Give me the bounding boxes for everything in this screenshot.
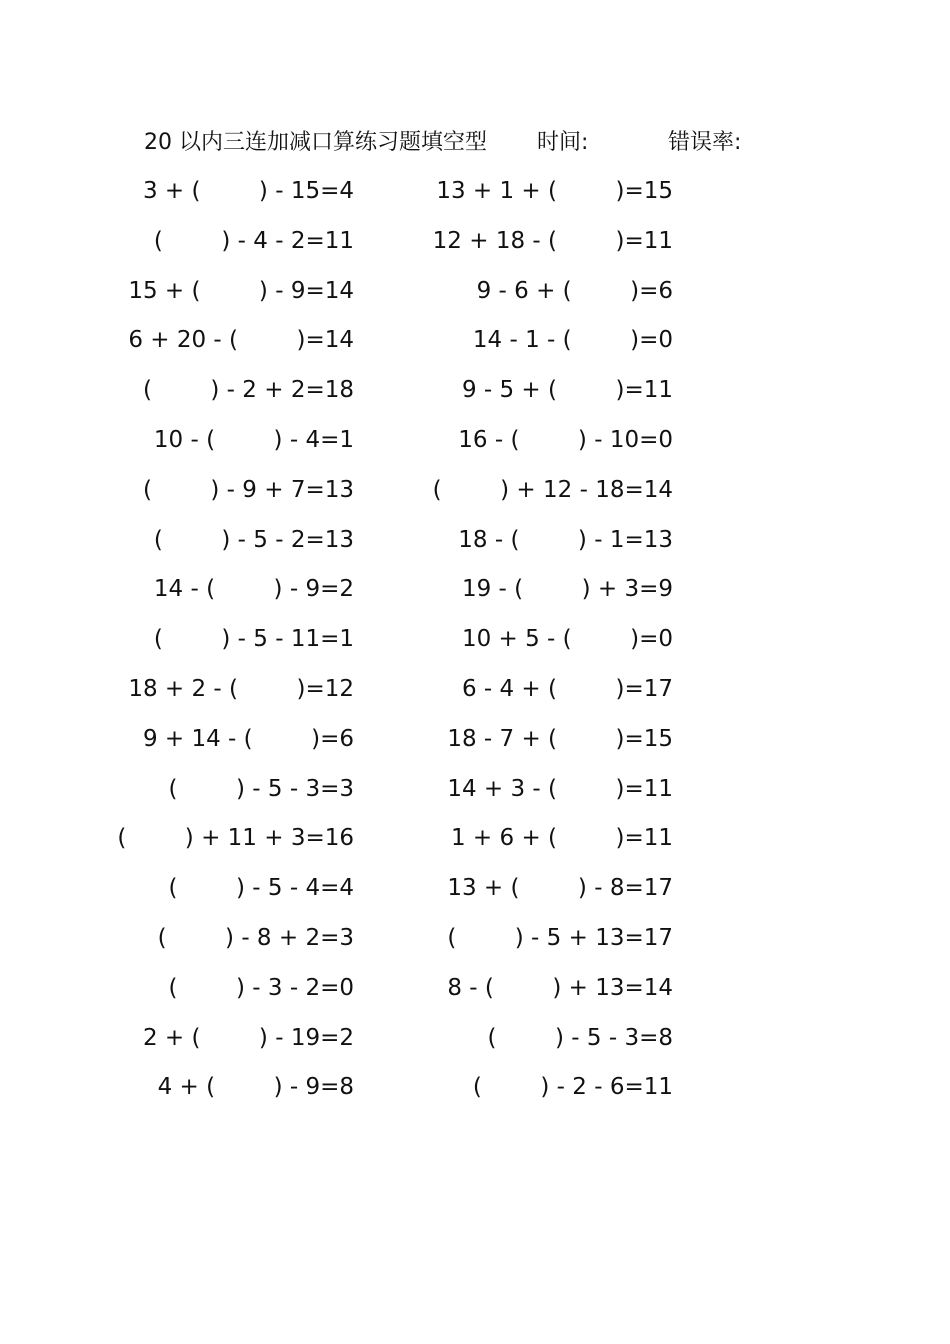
problem-row: [0, 571, 950, 621]
problem-row: [0, 970, 950, 1020]
problem-left: ( ) - 5 - 3=3: [168, 775, 354, 802]
problem-left: ( ) + 11 + 3=16: [117, 825, 354, 852]
problem-left: ( ) - 8 + 2=3: [157, 924, 354, 951]
worksheet-title: 20 以内三连加减口算练习题填空型: [144, 130, 487, 155]
problem-left: 18 + 2 - ( )=12: [128, 675, 354, 702]
problem-left: 6 + 20 - ( )=14: [128, 327, 354, 354]
problem-row: [0, 671, 950, 721]
problem-left: ( ) - 4 - 2=11: [153, 227, 354, 254]
problem-left: 4 + ( ) - 9=8: [157, 1074, 354, 1101]
problem-right: 16 - ( ) - 10=0: [458, 426, 673, 453]
problem-row: [0, 870, 950, 920]
problem-right: 6 - 4 + ( )=17: [461, 675, 673, 702]
problem-grid: [0, 173, 950, 1119]
problem-left: 2 + ( ) - 19=2: [142, 1024, 354, 1051]
problem-row: [0, 322, 950, 372]
problem-row: [0, 422, 950, 472]
problem-right: 19 - ( ) + 3=9: [461, 576, 673, 603]
problem-right: ( ) - 5 - 3=8: [487, 1024, 673, 1051]
problem-left: 15 + ( ) - 9=14: [128, 277, 354, 304]
problem-left: 9 + 14 - ( )=6: [142, 725, 354, 752]
problem-right: 14 - 1 - ( )=0: [472, 327, 673, 354]
problem-right: 13 + ( ) - 8=17: [447, 875, 673, 902]
problem-right: 18 - ( ) - 1=13: [458, 526, 673, 553]
problem-right: 8 - ( ) + 13=14: [447, 974, 673, 1001]
problem-right: ( ) - 5 + 13=17: [447, 924, 673, 951]
problem-right: 14 + 3 - ( )=11: [447, 775, 673, 802]
problem-right: ( ) + 12 - 18=14: [432, 476, 673, 503]
problem-left: 3 + ( ) - 15=4: [142, 178, 354, 204]
problem-right: 9 - 6 + ( )=6: [476, 277, 673, 304]
problem-row: [0, 173, 950, 223]
problem-right: 1 + 6 + ( )=11: [450, 825, 673, 852]
problem-right: 12 + 18 - ( )=11: [432, 227, 673, 254]
problem-row: [0, 621, 950, 671]
problem-left: 10 - ( ) - 4=1: [153, 426, 354, 453]
problem-left: ( ) - 5 - 2=13: [153, 526, 354, 553]
problem-left: ( ) - 5 - 4=4: [168, 875, 354, 902]
problem-left: ( ) - 2 + 2=18: [142, 377, 354, 404]
problem-row: [0, 721, 950, 771]
problem-right: 13 + 1 + ( )=15: [436, 178, 673, 204]
problem-left: ( ) - 5 - 11=1: [153, 626, 354, 653]
problem-row: [0, 1020, 950, 1070]
problem-row: [0, 472, 950, 522]
time-label: 时间:: [537, 130, 589, 155]
problem-right: 9 - 5 + ( )=11: [461, 377, 673, 404]
problem-right: 18 - 7 + ( )=15: [447, 725, 673, 752]
error-rate-label: 错误率:: [668, 130, 742, 155]
problem-left: ( ) - 3 - 2=0: [168, 974, 354, 1001]
problem-row: [0, 223, 950, 273]
problem-row: [0, 522, 950, 572]
problem-row: [0, 372, 950, 422]
problem-right: ( ) - 2 - 6=11: [472, 1074, 673, 1101]
problem-left: ( ) - 9 + 7=13: [142, 476, 354, 503]
problem-row: [0, 1069, 950, 1119]
problem-left: 14 - ( ) - 9=2: [153, 576, 354, 603]
problem-row: [0, 820, 950, 870]
problem-right: 10 + 5 - ( )=0: [461, 626, 673, 653]
problem-row: [0, 771, 950, 821]
problem-row: [0, 273, 950, 323]
problem-row: [0, 920, 950, 970]
